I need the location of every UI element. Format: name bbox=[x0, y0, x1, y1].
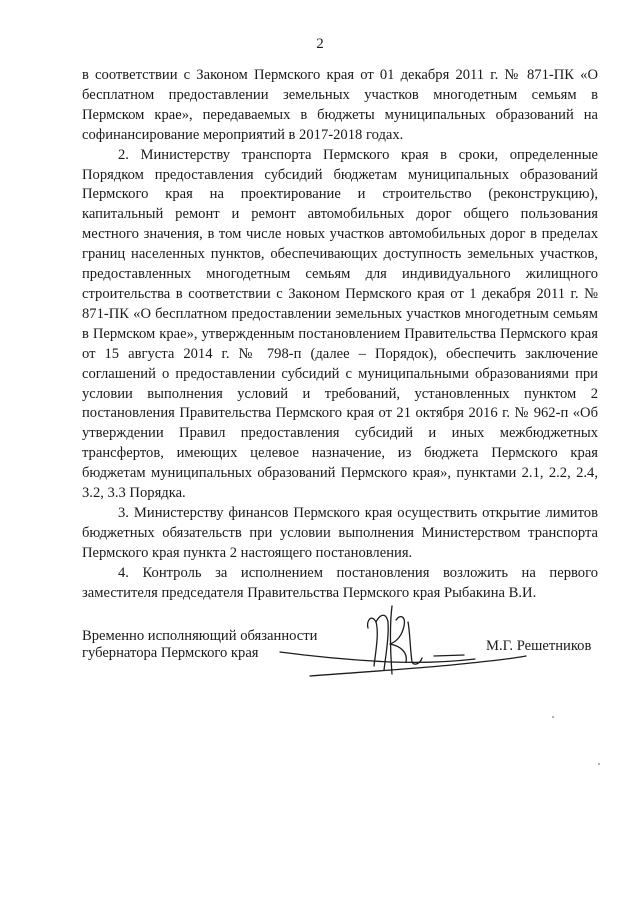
paragraph-item-3: 3. Министерству финансов Пермского края осуществить открытие лимитов бюджетных обязательств при условии выполнения Министерством транспорта Пермского края пункта 2 настоящего постановления. bbox=[82, 504, 598, 561]
signatory-name: М.Г. Решетников bbox=[486, 638, 592, 654]
handwritten-signature bbox=[250, 592, 550, 682]
paragraph-continuation: в соответствии с Законом Пермского края от 01 декабря 2011 г. № 871-ПК «О бесплатном предоставлении земельных участков многодетным семьям в Пермском крае», передаваемых в бюджеты муниципальных образований на софинансирование мероприятий в 2017-2018 годах. bbox=[82, 67, 598, 143]
paragraph-item-4: 4. Контроль за исполнением постановления возложить на первого заместителя председателя Правительства Пермского края Рыбакина В.И. bbox=[82, 564, 598, 601]
page-number: 2 bbox=[316, 36, 324, 52]
scan-speck bbox=[552, 716, 554, 718]
signatory-title-line-1: Временно исполняющий обязанности bbox=[82, 628, 318, 644]
signatory-title-line-2: губернатора Пермского края bbox=[82, 645, 259, 661]
paragraph-item-2: 2. Министерству транспорта Пермского края в сроки, определенные Порядком предоставления субсидий бюджетам муниципальных образований Пермского края на проектирование и строительство (реконструкцию), капитальный ремонт и ремонт автомобильных дорог общего пользования местного значения, в том числе новых участков автомобильных дорог в пределах границ населенных пунктов, обеспечивающих доступность земельных участков, предоставленных многодетным семьям для индивидуального жилищного строительства в соответствии с Законом Пермского края от 1 декабря 2011 г. № 871-ПК «О бесплатном предоставлении земельных участков многодетным семьям в Пермском крае», утвержденным постановлением Правительства Пермского края от 15 августа 2014 г. № 798-п (далее – Порядок), обеспечить заключение соглашений о предоставлении субсидий с муниципальными образованиями при условии выполнения условий и требований, установленных пунктом 2 постановления Правительства Пермского края от 21 октября 2016 г. № 962-п «Об утверждении Правил предоставления субсидий и иных межбюджетных трансфертов, имеющих целевое назначение, из бюджета Пермского края бюджетам муниципальных образований Пермского края», пунктами 2.1, 2.2, 2.4, 3.2, 3.3 Порядка. bbox=[82, 146, 598, 502]
scan-speck bbox=[598, 763, 600, 765]
document-body bbox=[82, 66, 598, 603]
